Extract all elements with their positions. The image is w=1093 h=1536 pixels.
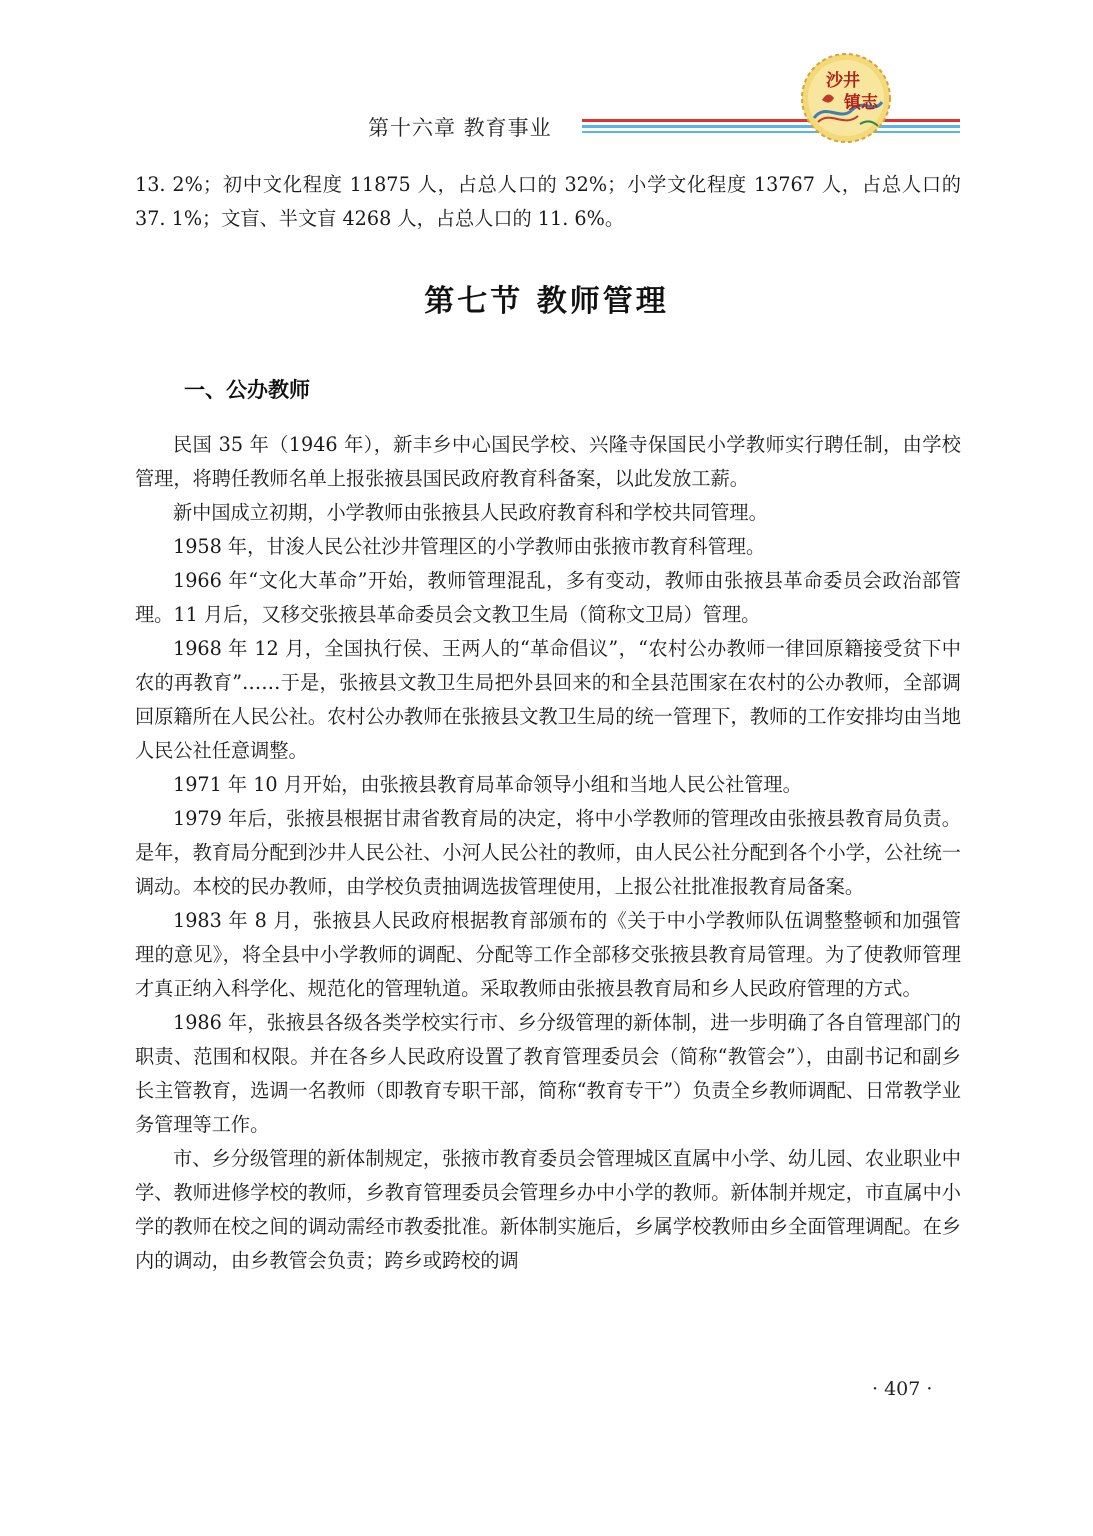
paragraph: 1986 年，张掖县各级各类学校实行市、乡分级管理的新体制，进一步明确了各自管理部门的职责、范围和权限。并在各乡人民政府设置了教育管理委员会（简称“教管会”），由副书记和副乡长主管教育，选调一名教师（即教育专职干部，简称“教育专干”）负责全乡教师调配、日常教学业务管理等工作。: [135, 1011, 961, 1136]
body-paragraphs: [135, 428, 961, 1278]
section-title: 第七节 教师管理: [424, 284, 669, 319]
intro-paragraph: [135, 168, 961, 236]
emblem-text-line2: 镇志: [844, 93, 878, 113]
paragraph: 1966 年“文化大革命”开始，教师管理混乱，多有变动，教师由张掖县革命委员会政治部管理。11 月后，又移交张掖县革命委员会文教卫生局（简称文卫局）管理。: [135, 569, 961, 626]
paragraph: 市、乡分级管理的新体制规定，张掖市教育委员会管理城区直属中小学、幼儿园、农业职业中学、教师进修学校的教师，乡教育管理委员会管理乡办中小学的教师。新体制并规定，市直属中小学的教师在校之间的调动需经市教委批准。新体制实施后，乡属学校教师由乡全面管理调配。在乡内的调动，由乡教管会负责；跨乡或跨校的调: [135, 1147, 961, 1272]
header-rule-blue: [582, 125, 960, 128]
emblem-text-line1: 沙井: [826, 71, 860, 91]
paragraph: 1979 年后，张掖县根据甘肃省教育局的决定，将中小学教师的管理改由张掖县教育局负责。是年，教育局分配到沙井人民公社、小河人民公社的教师，由人民公社分配到各个小学，公社统一调动。本校的民办教师，由学校负责抽调选拔管理使用，上报公社批准报教育局备案。: [135, 807, 961, 898]
paragraph: 1958 年，甘浚人民公社沙井管理区的小学教师由张掖市教育科管理。: [173, 535, 766, 558]
page-number: · 407 ·: [872, 1378, 933, 1400]
intro-text: 13. 2%；初中文化程度 11875 人，占总人口的 32%；小学文化程度 13767 人，占总人口的 37. 1%；文盲、半文盲 4268 人，占总人口的 11. 6%。: [135, 173, 961, 230]
header-rule-blue-thin: [582, 131, 960, 133]
town-gazetteer-emblem: [800, 52, 892, 144]
paragraph: 民国 35 年（1946 年），新丰乡中心国民学校、兴隆寺保国民小学教师实行聘任制，由学校管理，将聘任教师名单上报张掖县国民政府教育科备案，以此发放工薪。: [135, 433, 961, 490]
subsection-title: 一、公办教师: [184, 378, 310, 402]
paragraph: 1971 年 10 月开始，由张掖县教育局革命领导小组和当地人民公社管理。: [173, 773, 802, 796]
header-rule-red: [582, 119, 960, 122]
paragraph: 新中国成立初期，小学教师由张掖县人民政府教育科和学校共同管理。: [173, 501, 768, 524]
chapter-header-title: 第十六章 教育事业: [368, 116, 552, 140]
paragraph: 1983 年 8 月，张掖县人民政府根据教育部颁布的《关于中小学教师队伍调整整顿和加强管理的意见》，将全县中小学教师的调配、分配等工作全部移交张掖县教育局管理。为了使教师管理才真正纳入科学化、规范化的管理轨道。采取教师由张掖县教育局和乡人民政府管理的方式。: [135, 909, 961, 1000]
paragraph: 1968 年 12 月，全国执行侯、王两人的“革命倡议”，“农村公办教师一律回原籍接受贫下中农的再教育”……于是，张掖县文教卫生局把外县回来的和全县范围家在农村的公办教师，全部调回原籍所在人民公社。农村公办教师在张掖县文教卫生局的统一管理下，教师的工作安排均由当地人民公社任意调整。: [135, 637, 961, 762]
